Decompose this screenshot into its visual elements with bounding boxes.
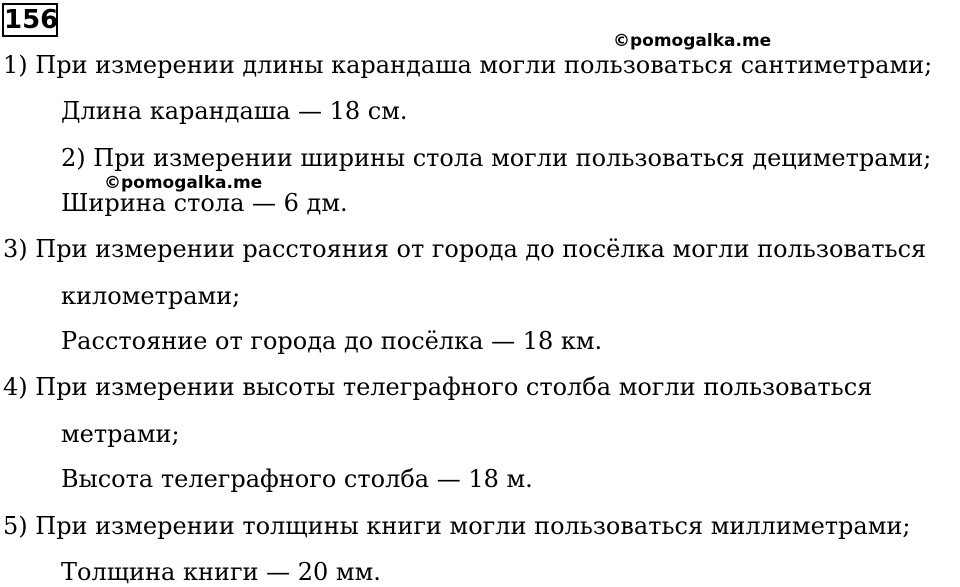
answer-1-question: 1) При измерении длины карандаша могли пользоваться сантиметрами; (3, 51, 933, 79)
answer-2-question: 2) При измерении ширины стола могли пользоваться дециметрами; (61, 144, 932, 172)
answer-4-question: 4) При измерении высоты телеграфного столба могли пользоваться (3, 373, 873, 401)
answer-4-result: Высота телеграфного столба — 18 м. (61, 465, 533, 493)
answer-5-result: Толщина книги — 20 мм. (61, 558, 381, 586)
task-number: 156 (4, 5, 59, 35)
answer-3-question-cont: километрами; (61, 282, 241, 310)
answer-2-result: Ширина стола — 6 дм. (61, 189, 348, 217)
watermark-top: ©pomogalka.me (613, 31, 772, 51)
answer-5-question: 5) При измерении толщины книги могли пользоваться миллиметрами; (3, 512, 911, 540)
answer-3-question: 3) При измерении расстояния от города до посёлка могли пользоваться (3, 235, 927, 263)
answer-3-result: Расстояние от города до посёлка — 18 км. (61, 327, 603, 355)
answer-4-question-cont: метрами; (61, 420, 180, 448)
answer-1-result: Длина карандаша — 18 см. (61, 97, 408, 125)
watermark-middle: ©pomogalka.me (104, 173, 263, 193)
